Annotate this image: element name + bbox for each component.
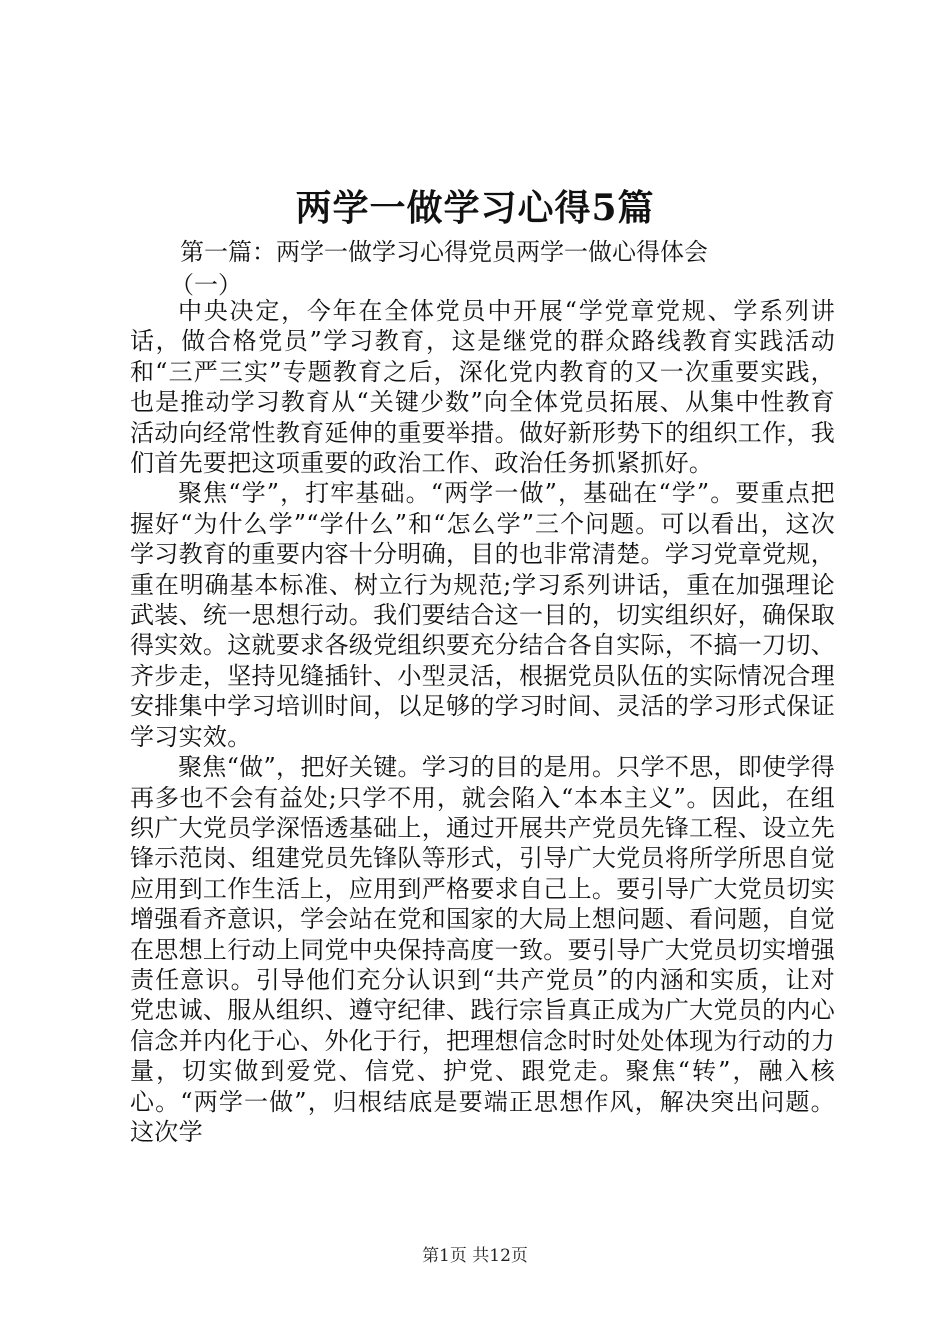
paragraph: 中央决定，今年在全体党员中开展“学党章党规、学系列讲话，做合格党员”学习教育，这是继党的群众路线教育实践活动和“三严三实”专题教育之后，深化党内教育的又一次重要实践，也是推动学习教育从“关键少数”向全体党员拓展、从集中性教育活动向经常性教育延伸的重要举措。做好新形势下的组织工作，我们首先要把这项重要的政治工作、政治任务抓紧抓好。 bbox=[130, 297, 835, 478]
page-footer: 第1页 共12页 bbox=[422, 1246, 528, 1266]
document-body bbox=[130, 296, 835, 1147]
paragraph: 聚焦“做”，把好关键。学习的目的是用。只学不思，即使学得再多也不会有益处;只学不用，就会陷入“本本主义”。因此，在组织广大党员学深悟透基础上，通过开展共产党员先锋工程、设立先锋示范岗、组建党员先锋队等形式，引导广大党员将所学所思自觉应用到工作生活上，应用到严格要求自己上。要引导广大党员切实增强看齐意识，学会站在党和国家的大局上想问题、看问题，自觉在思想上行动上同党中央保持高度一致。要引导广大党员切实增强责任意识。引导他们充分认识到“共产党员”的内涵和实质，让对党忠诚、服从组织、遵守纪律、践行宗旨真正成为广大党员的内心信念并内化于心、外化于行，把理想信念时时处处体现为行动的力量，切实做到爱党、信党、护党、跟党走。聚焦“转”，融入核心。“两学一做”，归根结底是要端正思想作风，解决突出问题。这次学 bbox=[130, 753, 835, 1146]
paragraph: 聚焦“学”，打牢基础。“两学一做”，基础在“学”。要重点把握好“为什么学”“学什么”和“怎么学”三个问题。可以看出，这次学习教育的重要内容十分明确，目的也非常清楚。学习党章党规，重在明确基本标准、树立行为规范;学习系列讲话，重在加强理论武装、统一思想行动。我们要结合这一目的，切实组织好，确保取得实效。这就要求各级党组织要充分结合各自实际，不搞一刀切、齐步走，坚持见缝插针、小型灵活，根据党员队伍的实际情况合理安排集中学习培训时间，以足够的学习时间、灵活的学习形式保证学习实效。 bbox=[130, 479, 835, 751]
section-number: （一） bbox=[170, 271, 242, 299]
document-title: 两学一做学习心得5篇 bbox=[295, 187, 655, 229]
section-heading: 第一篇：两学一做学习心得党员两学一做心得体会 bbox=[180, 238, 708, 266]
